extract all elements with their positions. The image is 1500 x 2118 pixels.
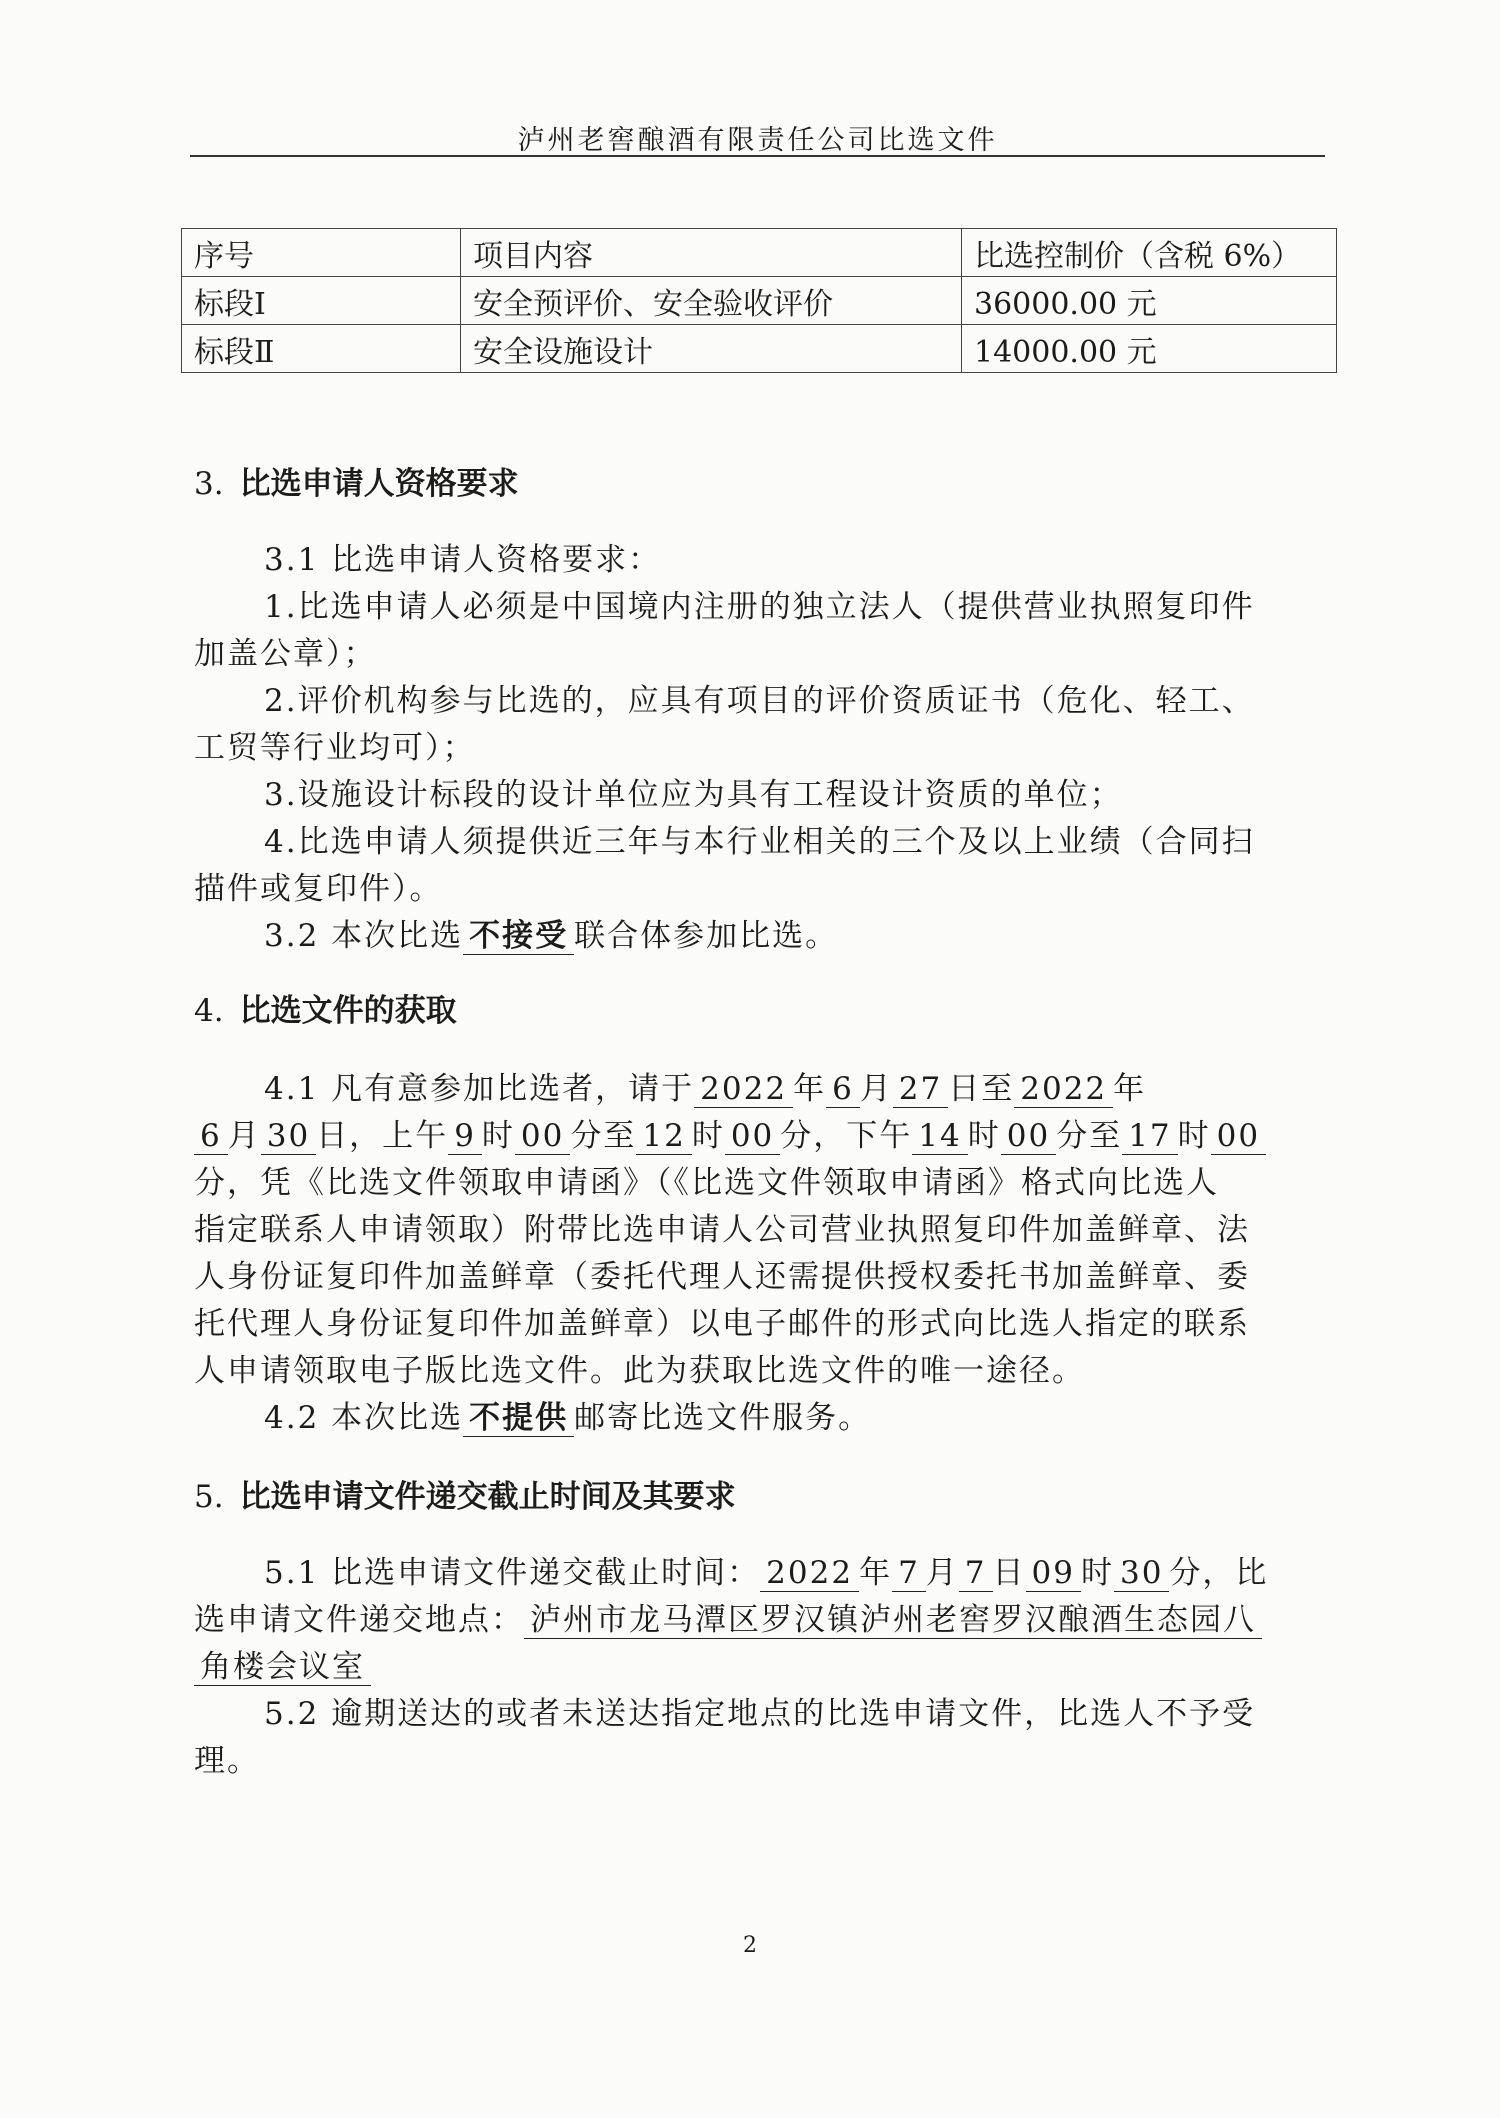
text-run: 4.2 本次比选: [264, 1400, 464, 1436]
text-run: 日至: [948, 1071, 1015, 1107]
table-cell: 标段Ⅱ: [182, 325, 461, 373]
date-day: 7: [959, 1555, 993, 1592]
paragraph-line: 人申请领取电子版比选文件。此为获取比选文件的唯一途径。: [194, 1353, 1085, 1389]
date-day: 30: [261, 1118, 316, 1155]
paragraph-line: 2.评价机构参与比选的，应具有项目的评价资质证书（危化、轻工、: [264, 683, 1255, 719]
paragraph-line: 指定联系人申请领取）附带比选申请人公司营业执照复印件加盖鲜章、法: [194, 1212, 1250, 1248]
text-run: 月: [227, 1118, 261, 1154]
table-header-cell: 序号: [182, 229, 461, 277]
submission-location: 泸州市龙马潭区罗汉镇泸州老窖罗汉酿酒生态园八: [524, 1602, 1262, 1639]
paragraph-line: 理。: [194, 1743, 260, 1779]
text-run: 5.1 比选申请文件递交截止时间：: [264, 1555, 761, 1591]
paragraph-line: 加盖公章）；: [194, 636, 377, 672]
paragraph-line: [194, 1113, 1326, 1160]
date-month: 6: [826, 1071, 860, 1108]
text-run: 分至: [570, 1118, 637, 1154]
emphasis-text: 不接受: [463, 918, 574, 955]
text-run: 年: [793, 1071, 827, 1107]
text-run: 联合体参加比选。: [574, 918, 839, 954]
time-hour: 14: [912, 1118, 967, 1155]
time-hour: 17: [1122, 1118, 1177, 1155]
paragraph-line: [194, 1597, 1326, 1644]
page-number: 2: [743, 1933, 757, 1958]
paragraph-line: 4.比选申请人须提供近三年与本行业相关的三个及以上业绩（合同扫: [264, 824, 1255, 860]
text-run: 分至: [1056, 1118, 1123, 1154]
paragraph-line: 人身份证复印件加盖鲜章（委托代理人还需提供授权委托书加盖鲜章、委: [194, 1259, 1250, 1295]
paragraph-line: 分，凭《比选文件领取申请函》（《比选文件领取申请函》格式向比选人: [194, 1165, 1219, 1201]
text-run: 时: [1080, 1555, 1114, 1591]
header-rule: [190, 155, 1325, 157]
text-run: 时: [967, 1118, 1001, 1154]
date-month: 7: [892, 1555, 926, 1592]
text-run: 月: [925, 1555, 959, 1591]
table-header-row: [182, 229, 1337, 277]
date-month: 6: [194, 1118, 228, 1155]
text-run: 选申请文件递交地点：: [194, 1602, 524, 1638]
text-run: 年: [859, 1555, 893, 1591]
section-title: 比选申请人资格要求: [239, 466, 519, 502]
text-run: 邮寄比选文件服务。: [574, 1400, 872, 1436]
time-minute: 00: [1211, 1118, 1266, 1155]
paragraph-line: 描件或复印件）。: [194, 871, 443, 907]
table-header-cell: 比选控制价（含税 6%）: [962, 229, 1337, 277]
table-cell: 安全预评价、安全验收评价: [461, 277, 962, 325]
page-header-title: 泸州老窖酿酒有限责任公司比选文件: [517, 125, 998, 156]
section-number: 5.: [194, 1479, 224, 1515]
emphasis-text: 不提供: [463, 1400, 574, 1437]
paragraph-line: [194, 913, 1326, 960]
time-hour: 12: [636, 1118, 691, 1155]
paragraph-line: [194, 1644, 1326, 1691]
paragraph-line: 5.2 逾期送达的或者未送达指定地点的比选申请文件，比选人不予受: [264, 1696, 1256, 1732]
submission-location: 角楼会议室: [194, 1649, 371, 1686]
date-year: 2022: [694, 1071, 793, 1108]
text-run: 时: [481, 1118, 515, 1154]
time-minute: 00: [725, 1118, 780, 1155]
paragraph-line: 工贸等行业均可）；: [194, 730, 476, 766]
table-row: [182, 277, 1337, 325]
time-hour: 09: [1026, 1555, 1081, 1592]
time-minute: 30: [1114, 1555, 1169, 1592]
text-run: 年: [1113, 1071, 1147, 1107]
text-run: 时: [1177, 1118, 1211, 1154]
table-row: [182, 325, 1337, 373]
paragraph-line: [194, 1550, 1326, 1597]
table-cell: 36000.00 元: [962, 277, 1337, 325]
section-3-body: [194, 537, 1326, 960]
section-4-body: [194, 1066, 1326, 1442]
section-5-body: [194, 1550, 1326, 1785]
time-hour: 9: [448, 1118, 482, 1155]
paragraph-line: 1.比选申请人必须是中国境内注册的独立法人（提供营业执照复印件: [264, 589, 1255, 625]
lots-table: [181, 228, 1337, 373]
section-4-heading: [194, 985, 457, 1030]
text-run: 日，上午: [316, 1118, 449, 1154]
text-run: 时: [691, 1118, 725, 1154]
section-number: 4.: [194, 993, 224, 1029]
date-year: 2022: [1014, 1071, 1113, 1108]
paragraph-line: 3.1 比选申请人资格要求：: [264, 542, 662, 578]
table-cell: 标段Ⅰ: [182, 277, 461, 325]
table-header-cell: 项目内容: [461, 229, 962, 277]
section-3-heading: [194, 458, 519, 503]
section-number: 3.: [194, 466, 224, 502]
text-run: 分，比: [1169, 1555, 1269, 1591]
date-day: 27: [893, 1071, 948, 1108]
text-run: 3.2 本次比选: [264, 918, 464, 954]
text-run: 日: [992, 1555, 1026, 1591]
text-run: 分，下午: [780, 1118, 913, 1154]
table-cell: 安全设施设计: [461, 325, 962, 373]
paragraph-line: 托代理人身份证复印件加盖鲜章）以电子邮件的形式向比选人指定的联系: [194, 1306, 1250, 1342]
paragraph-line: 3.设施设计标段的设计单位应为具有工程设计资质的单位；: [264, 777, 1123, 813]
table-cell: 14000.00 元: [962, 325, 1337, 373]
text-run: 4.1 凡有意参加比选者，请于: [264, 1071, 695, 1107]
time-minute: 00: [515, 1118, 570, 1155]
date-year: 2022: [760, 1555, 859, 1592]
section-title: 比选申请文件递交截止时间及其要求: [239, 1479, 736, 1515]
section-5-heading: [194, 1471, 736, 1516]
time-minute: 00: [1001, 1118, 1056, 1155]
section-title: 比选文件的获取: [239, 993, 457, 1029]
paragraph-line: [194, 1066, 1326, 1113]
paragraph-line: [194, 1395, 1326, 1442]
text-run: 月: [859, 1071, 893, 1107]
